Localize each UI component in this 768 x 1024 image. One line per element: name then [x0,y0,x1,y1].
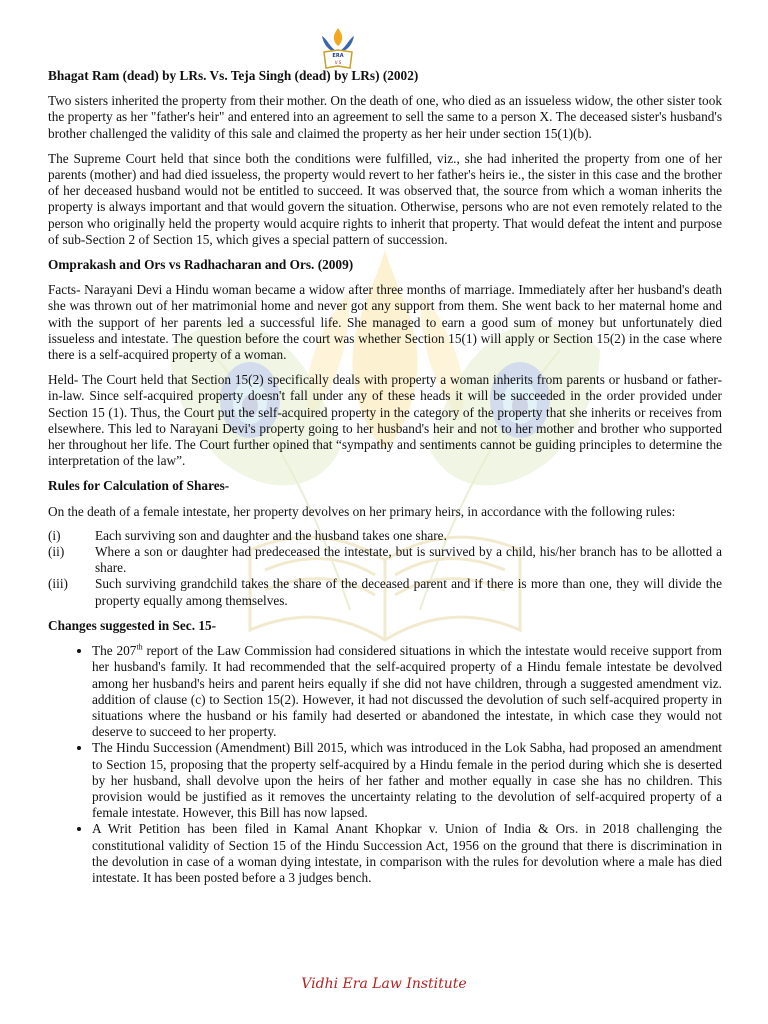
heading-rules-shares: Rules for Calculation of Shares- [48,478,230,494]
list-text: Each surviving son and daughter and the husband takes one share. [95,527,447,543]
rules-list [48,528,722,609]
superscript-th: th [136,642,143,652]
list-number: (ii) [48,544,65,560]
list-text: Where a son or daughter had predeceased the intestate, but is survived by a child, his/her branch has to be allotted a share. [95,544,722,576]
list-item [48,576,722,608]
footer-institute-name: Vidhi Era Law Institute [301,976,467,992]
paragraph-omprakash-facts: Facts- Narayani Devi a Hindu woman became a widow after three months of marriage. Immediately after her husband's death she was thrown out of her matrimonial home and never got any support from them. She went back to her maternal home and with the support of her parents led a successful life. She managed to earn a good sum of money but unfortunately died issueless and intestate. The question before the court was whether Section 15(1) will apply or Section 15(2) in the case where there is a self-acquired property of a woman. [48,282,722,363]
list-item [48,544,722,576]
list-item [48,528,722,544]
list-item [92,643,722,740]
heading-changes-suggested: Changes suggested in Sec. 15- [48,617,217,633]
paragraph-bhagat-facts: Two sisters inherited the property from their mother. On the death of one, who died as an issueless widow, the other sister took the property as her "father's heir" and entered into an agreement to sell the same to a person X. The deceased sister's husband's brother challenged the validity of this sale and claimed the property as her heir under section 15(1)(b). [48,93,722,141]
changes-list [48,643,722,886]
logo-text: ERA [332,53,344,59]
heading-omprakash: Omprakash and Ors vs Radhacharan and Ors. (2009) [48,257,354,273]
list-number: (iii) [48,576,68,592]
paragraph-rules-intro: On the death of a female intestate, her property devolves on her primary heirs, in accordance with the following rules: [48,503,676,519]
list-item: • A Writ Petition has been filed in Kamal Anant Khopkar v. Union of India & Ors. in 2018 challenging the constitutional validity of Section 15 of the Hindu Succession Act, 1956 on the ground that there is discrimination in the devolution in case of a woman dying intestate, in comparison with the rules for devolution where a male has died intestate. It has been posted before a 3 judges bench. [92,821,722,886]
bullet-text-pre: The 207 [92,643,137,659]
paragraph-omprakash-held: Held- The Court held that Section 15(2) specifically deals with property a woman inherits from parents or husband or father-in-law. Since self-acquired property doesn't fall under any of these heads it will be succeeded in the order provided under Section 15 (1). Thus, the Court put the self-acquired property in the category of the property that she inherits or receives from elsewhere. This led to Narayani Devi's property going to her husband's heir and not to her mother and brother who supported her throughout her life. The Court further opined that “sympathy and sentiments cannot be guiding principles to determine the interpretation of the law”. [48,372,722,469]
heading-bhagat-ram: Bhagat Ram (dead) by LRs. Vs. Teja Singh (dead) by LRs) (2002) [48,68,419,83]
document-body [48,64,722,886]
list-item: • The Hindu Succession (Amendment) Bill 2015, which was introduced in the Lok Sabha, had proposed an amendment to Section 15, proposing that the property self-acquired by a Hindu female in the period during which she is deserted by her husband, shall devolve upon the heirs of her father and mother equally in case she has no children. This provision would be justified as it removes the uncertainty relating to the devolution of self-acquired property of a female intestate. However, this Bill has now lapsed. [92,740,722,821]
bullet-text-post: report of the Law Commission had considered situations in which the intestate would receive support from her husband's family. It had recommended that the self-acquired property of a Hindu female intestate be devolved among her husband's heirs and parent heirs equally if she did not have children, through a suggested amendment viz. addition of clause (c) to Section 15(2). However, it had not discussed the devolution of such self-acquired property in situations where the husband or his family had deserted or abandoned the intestate, in which case they would not deserve to succeed to her property. [92,643,722,740]
logo-letters: V S [334,60,342,65]
list-number: (i) [48,527,61,543]
paragraph-bhagat-held: The Supreme Court held that since both the conditions were fulfilled, viz., she had inherited the property from one of her parents (mother) and had died issueless, the property would revert to her father's heirs ie., the sister in this case and the brother of her deceased husband would not be entitled to succeed. It was observed that, the source from which a woman inherits the property is always important and that would govern the situation. Otherwise, persons who are not even remotely related to the person who originally held the property would acquire rights to inherit that property. That would defeat the intent and purpose of sub-Section 2 of Section 15, which gives a special pattern of succession. [48,150,722,247]
vidhi-era-logo-icon [318,26,358,70]
list-text: Such surviving grandchild takes the share of the deceased parent and if there is more than one, they will divide the property equally among themselves. [95,576,722,608]
